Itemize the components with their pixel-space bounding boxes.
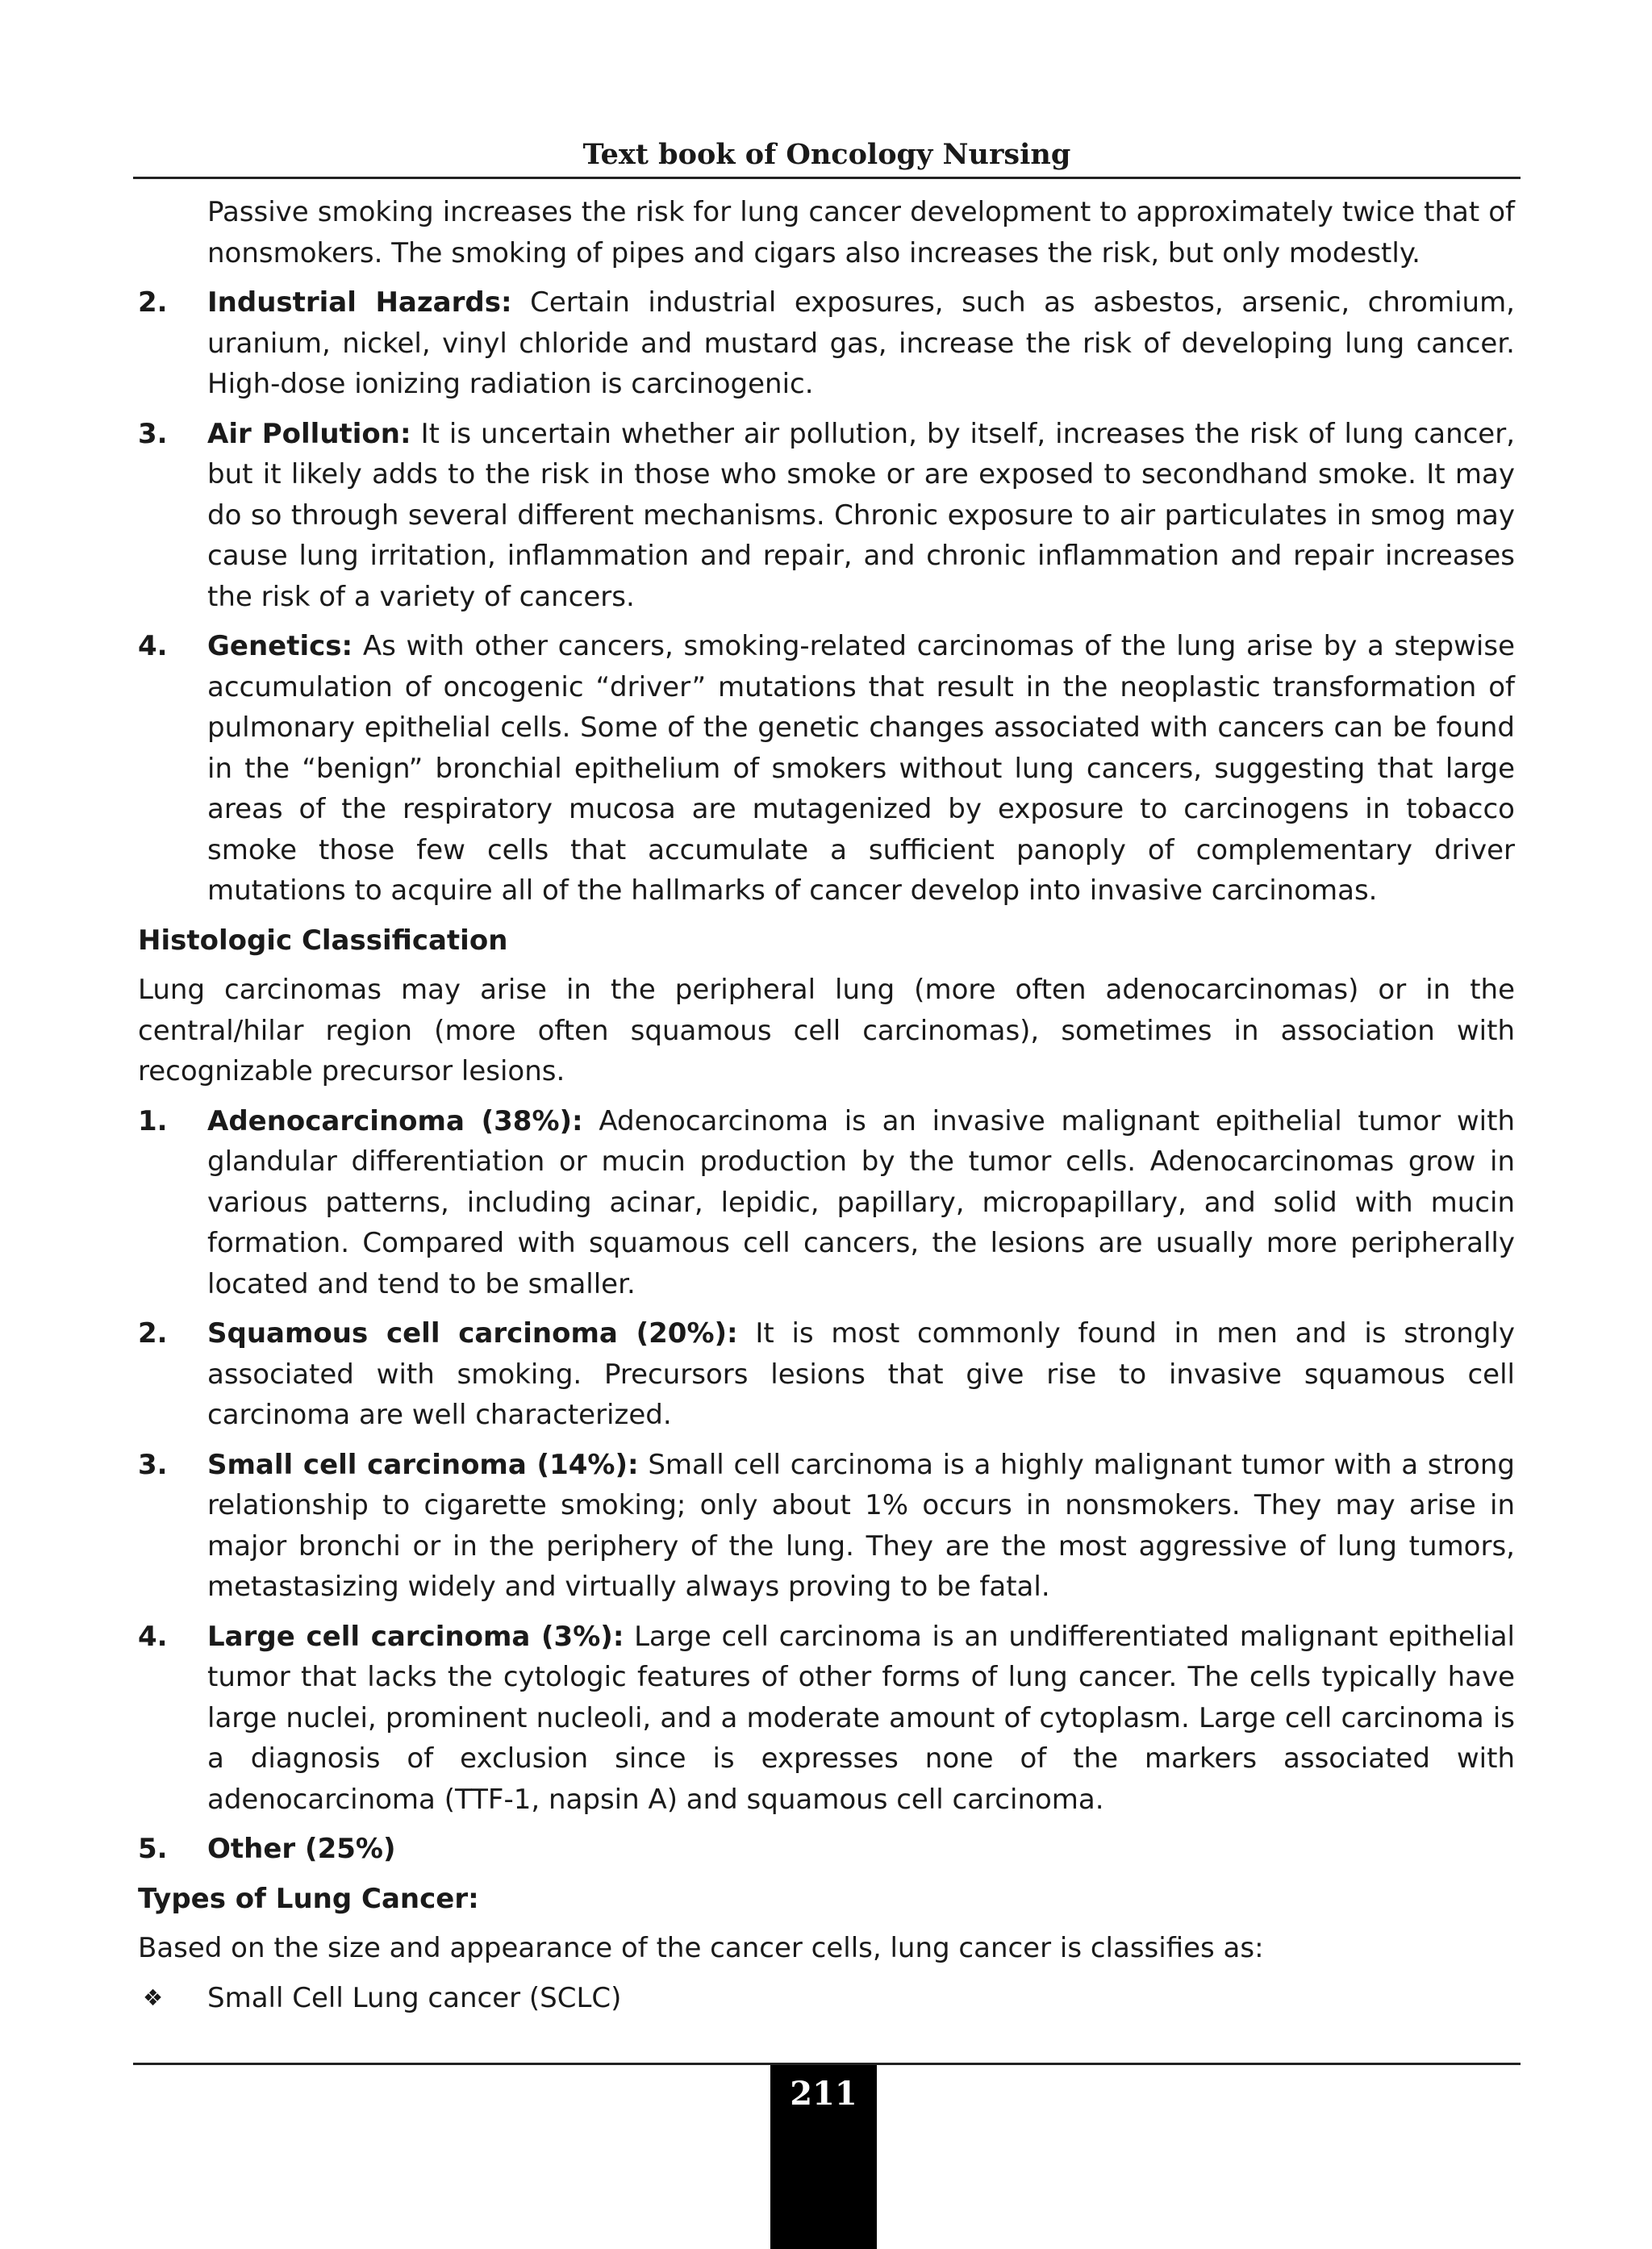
page-number-tab bbox=[770, 2065, 877, 2249]
list-text: As with other cancers, smoking-related carcinomas of the lung arise by a stepwise accumulation of oncogenic “driver” mutations that result in the neoplastic transformation of pulmonary epithelial cells. Some of the genetic changes associated with cancers can be found in the “benign” bronchial epithelium of smokers without lung cancers, suggesting that large areas of the respiratory mucosa are mutagenized by exposure to carcinogens in tobacco smoke those few cells that accumulate a sufficient panoply of complementary driver mutations to acquire all of the hallmarks of cancer develop into invasive carcinomas. bbox=[207, 630, 1515, 907]
list-term: Industrial Hazards: bbox=[207, 286, 512, 319]
list-text: It is uncertain whether air pollution, by itself, increases the risk of lung cancer, but it likely adds to the risk in those who smoke or are exposed to secondhand smoke. It may do so through several different mechanisms. Chronic exposure to air particulates in smog may cause lung irritation, inflammation and repair, and chronic inflammation and repair increases the risk of a variety of cancers. bbox=[207, 417, 1516, 613]
histologic-item-large-cell bbox=[138, 1617, 1515, 1821]
list-text: Small cell carcinoma is a highly malignant tumor with a strong relationship to cigarette smoking; only about 1% occurs in nonsmokers. They may arise in major bronchi or in the periphery of the lung. They are the most aggressive of lung tumors, metastasizing widely and virtually always proving to be fatal. bbox=[207, 1448, 1515, 1603]
list-term: Genetics: bbox=[207, 630, 353, 662]
diamond-bullet-icon: ❖ bbox=[143, 1984, 164, 2011]
list-term: Small cell carcinoma (14%): bbox=[207, 1448, 639, 1481]
page-body bbox=[138, 192, 1515, 2027]
running-header: Text book of Oncology Nursing bbox=[582, 138, 1071, 171]
types-intro: Based on the size and appearance of the cancer cells, lung cancer is classifies as: bbox=[138, 1932, 1264, 1964]
page-number: 211 bbox=[790, 2075, 857, 2113]
risk-factor-air-pollution bbox=[138, 414, 1515, 618]
section-heading-histologic: Histologic Classification bbox=[138, 924, 508, 957]
list-number: 4. bbox=[138, 630, 168, 662]
list-text: Certain industrial exposures, such as asbestos, arsenic, chromium, uranium, nickel, vinyl chloride and mustard gas, increase the risk of developing lung cancer. High-dose ionizing radiation is carcinogenic. bbox=[207, 286, 1515, 400]
list-number: 3. bbox=[138, 417, 168, 450]
list-text: Large cell carcinoma is an undifferentiated malignant epithelial tumor that lacks the cytologic features of other forms of lung cancer. The cells typically have large nuclei, prominent nucleoli, and a moderate amount of cytoplasm. Large cell carcinoma is a diagnosis of exclusion since is expresses none of the markers associated with adenocarcinoma (TTF-1, napsin A) and squamous cell carcinoma. bbox=[207, 1620, 1515, 1816]
risk-factor-genetics bbox=[138, 626, 1515, 912]
section-heading-types: Types of Lung Cancer: bbox=[138, 1882, 479, 1915]
list-text: Adenocarcinoma is an invasive malignant epithelial tumor with glandular differentiation or mucin production by the tumor cells. Adenocarcinomas grow in various patterns, including acinar, lepidic, papillary, micropapillary, and solid with mucin formation. Compared with squamous cell cancers, the lesions are usually more peripherally located and tend to be smaller. bbox=[207, 1104, 1516, 1300]
list-number: 2. bbox=[138, 1317, 168, 1350]
histologic-item-adenocarcinoma bbox=[138, 1101, 1515, 1305]
list-term: Squamous cell carcinoma (20%): bbox=[207, 1317, 738, 1350]
header-rule bbox=[133, 177, 1521, 179]
histologic-item-small-cell bbox=[138, 1445, 1515, 1608]
list-number: 5. bbox=[138, 1833, 168, 1865]
intro-paragraph: Passive smoking increases the risk for lung cancer development to approximately twice that of nonsmokers. The smoking of pipes and cigars also increases the risk, but only modestly. bbox=[207, 196, 1515, 269]
types-bullet-item bbox=[138, 1978, 1515, 2019]
list-term: Adenocarcinoma (38%): bbox=[207, 1104, 583, 1137]
list-number: 4. bbox=[138, 1620, 168, 1653]
list-number: 2. bbox=[138, 286, 168, 319]
list-text: Small Cell Lung cancer (SCLC) bbox=[207, 1981, 622, 2014]
list-number: 1. bbox=[138, 1104, 168, 1137]
histologic-item-squamous bbox=[138, 1313, 1515, 1436]
histologic-item-other bbox=[138, 1829, 1515, 1870]
list-term: Large cell carcinoma (3%): bbox=[207, 1620, 624, 1653]
list-number: 3. bbox=[138, 1448, 168, 1481]
histologic-intro: Lung carcinomas may arise in the peripheral lung (more often adenocarcinomas) or in the central/hilar region (more often squamous cell carcinomas), sometimes in association with recognizable precursor lesions. bbox=[138, 974, 1515, 1087]
list-term: Air Pollution: bbox=[207, 417, 411, 450]
risk-factor-industrial-hazards bbox=[138, 282, 1515, 405]
list-term: Other (25%) bbox=[207, 1833, 396, 1865]
list-text: It is most commonly found in men and is strongly associated with smoking. Precursors lesions that give rise to invasive squamous cell carcinoma are well characterized. bbox=[207, 1317, 1515, 1431]
